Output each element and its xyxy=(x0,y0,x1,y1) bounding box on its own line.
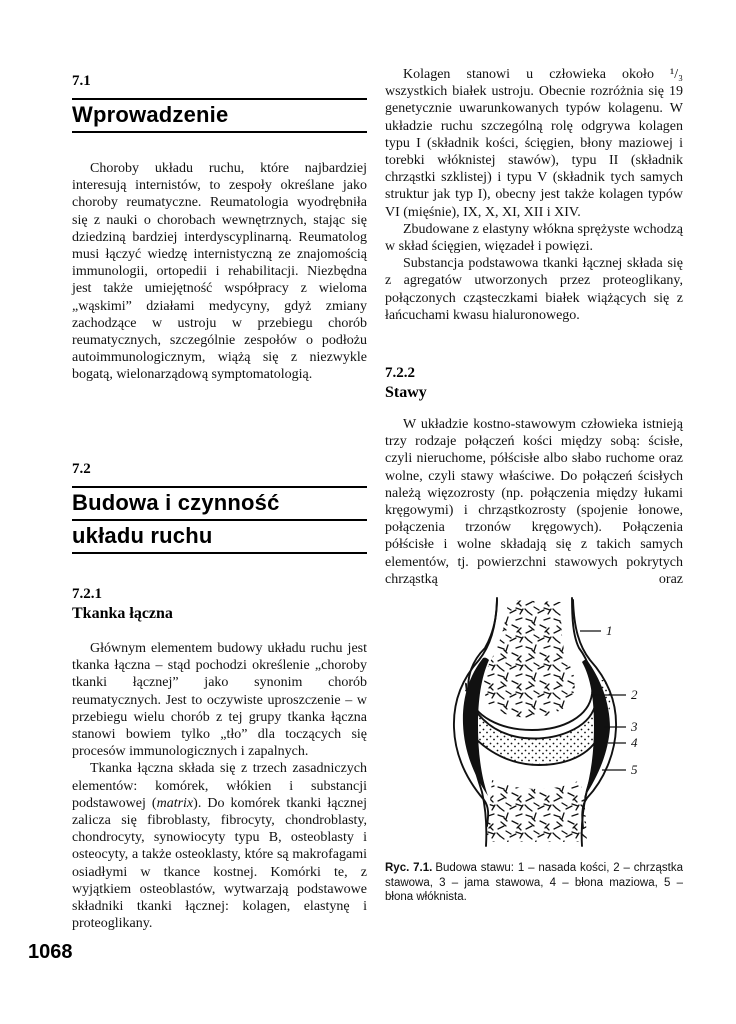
figure-label-1: 1 xyxy=(606,623,613,638)
section-title-line-2: układu ruchu xyxy=(72,519,367,554)
section-7-1-heading xyxy=(72,72,367,133)
tkanka-paragraph-2-end: ). Do komórek tkanki łącznej zalicza się fibroblasty, fibrocyty, chondroblasty, chondrocyty, synowiocyty typu B, osteoblasty i osteocyty, a także osteoklasty, które są makrofagami osiadłymi w tkance kostnej. Komórki te, z wyjątkiem osteoblastów, wytwarzają podstawowe składniki tkanki łącznej: kolagen, elastynę i proteoglikany. xyxy=(72,795,367,932)
substancja-paragraph: Substancja podstawowa tkanki łącznej składa się z agregatów utworzonych przez proteoglikany, połączonych cząsteczkami białek wiążących się z łańcuchami kwasu hialuronowego. xyxy=(385,256,683,323)
page-number: 1068 xyxy=(28,941,73,963)
figure-label-3: 3 xyxy=(631,719,638,734)
tkanka-paragraph-1: Głównym elementem budowy układu ruchu jest tkanka łączna – stąd pochodzi określenie „choroby tkanki łącznej” jako synonim chorób reumatycznych. Jest to oczywiste uproszczenie – w przebiegu wielu chorób z tej grupy tkanka łączna stanowi bowiem tylko „tło” dla toczących się procesów immunologicznych i zapalnych. xyxy=(72,641,367,760)
section-title: Wprowadzenie xyxy=(72,98,367,133)
elastyna-paragraph: Zbudowane z elastyny włókna sprężyste wchodzą w skład ścięgien, więzadeł i powięzi. xyxy=(385,221,683,255)
stawy-paragraph: W układzie kostno-stawowym człowieka istnieją trzy rodzaje połączeń kości między sobą: ścisłe, czyli nieruchome, półścisłe albo słabo ruchome oraz wolne, czyli stawy właściwe. Do połączeń ścisłych należą więzozrosty (np. połączenia między łukami kręgowymi) i chrząstkozrosty (spojenie łonowe, połączenia trzonów kręgowych). Połączenia półścisłe i wolne składają się z takich samych elementów, tj. powierzchni stawowych pokrytych chrząstką oraz xyxy=(385,417,683,587)
subsection-title: Tkanka łączna xyxy=(72,605,173,622)
section-title-line-1: Budowa i czynność xyxy=(72,486,367,519)
kolagen-paragraph: Kolagen stanowi u człowieka około ¹/₃ wszystkich białek ustroju. Obecnie rozróżnia się 19 genetycznie uwarunkowanych typów kolagenu. W układzie ruchu szczególną rolę odgrywa kolagen typu I (składnik kości, ścięgien, błony maziowej i torebki włóknistej stawów), typu II (składnik chrząstki szklistej) i typu V (składnik tych samych struktur jak typ I), obecny jest także kolagen typów VI (mięśnie), IX, X, XI, XII i XIV. xyxy=(385,67,683,220)
matrix-italic-term: matrix xyxy=(156,795,194,811)
figure-caption xyxy=(385,861,683,905)
subsection-7-2-1-heading xyxy=(72,585,367,624)
figure-label-2: 2 xyxy=(631,687,638,702)
figure-caption-text: Budowa stawu: 1 – nasada kości, 2 – chrząstka stawowa, 3 – jama stawowa, 4 – błona maziowa, 5 – błona włóknista. xyxy=(385,862,683,903)
figure-caption-label: Ryc. 7.1. xyxy=(385,862,433,874)
tkanka-lączna-text xyxy=(72,640,367,932)
figure-label-5: 5 xyxy=(631,762,638,777)
subsection-7-2-2-heading xyxy=(385,364,683,403)
subsection-number: 7.2.1 xyxy=(72,586,102,602)
tkanka-paragraph-2-start: Tkanka łączna składa się z trzech zasadniczych elementów: komórek, włókien i substancji podstawowej ( xyxy=(72,761,367,811)
section-number: 7.1 xyxy=(72,73,91,89)
intro-paragraph: Choroby układu ruchu, które najbardziej interesują internistów, to zespoły określane jako choroby reumatyczne. Reumatologia wyodrębniła się z nauki o chorobach wewnętrznych, stając się dziedziną bardziej interdyscyplinarną. Reumatolog musi łączyć wiedzę internistyczną ze znajomością immunologii, ortopedii i rehabilitacji. Niezbędna jest także umiejętność współpracy z wieloma „wąskimi” działami medycyny, gdyż zmiany zachodzące w ustroju w przebiegu chorób reumatycznych, szczególnie zespołów o podłożu autoimmunologicznym, wiążą się z niezwykle bogatą, wielonarządową symptomatologią. xyxy=(72,161,367,383)
lower-bone-trabecular-texture xyxy=(486,780,587,842)
tkanka-paragraph-2 xyxy=(72,760,367,932)
kolagen-text-block xyxy=(385,66,683,324)
subsection-number: 7.2.2 xyxy=(385,365,415,381)
subsection-title: Stawy xyxy=(385,384,427,401)
section-7-2-heading xyxy=(72,460,367,554)
joint-anatomy-figure xyxy=(440,588,690,856)
section-number: 7.2 xyxy=(72,461,91,477)
figure-label-4: 4 xyxy=(631,735,638,750)
